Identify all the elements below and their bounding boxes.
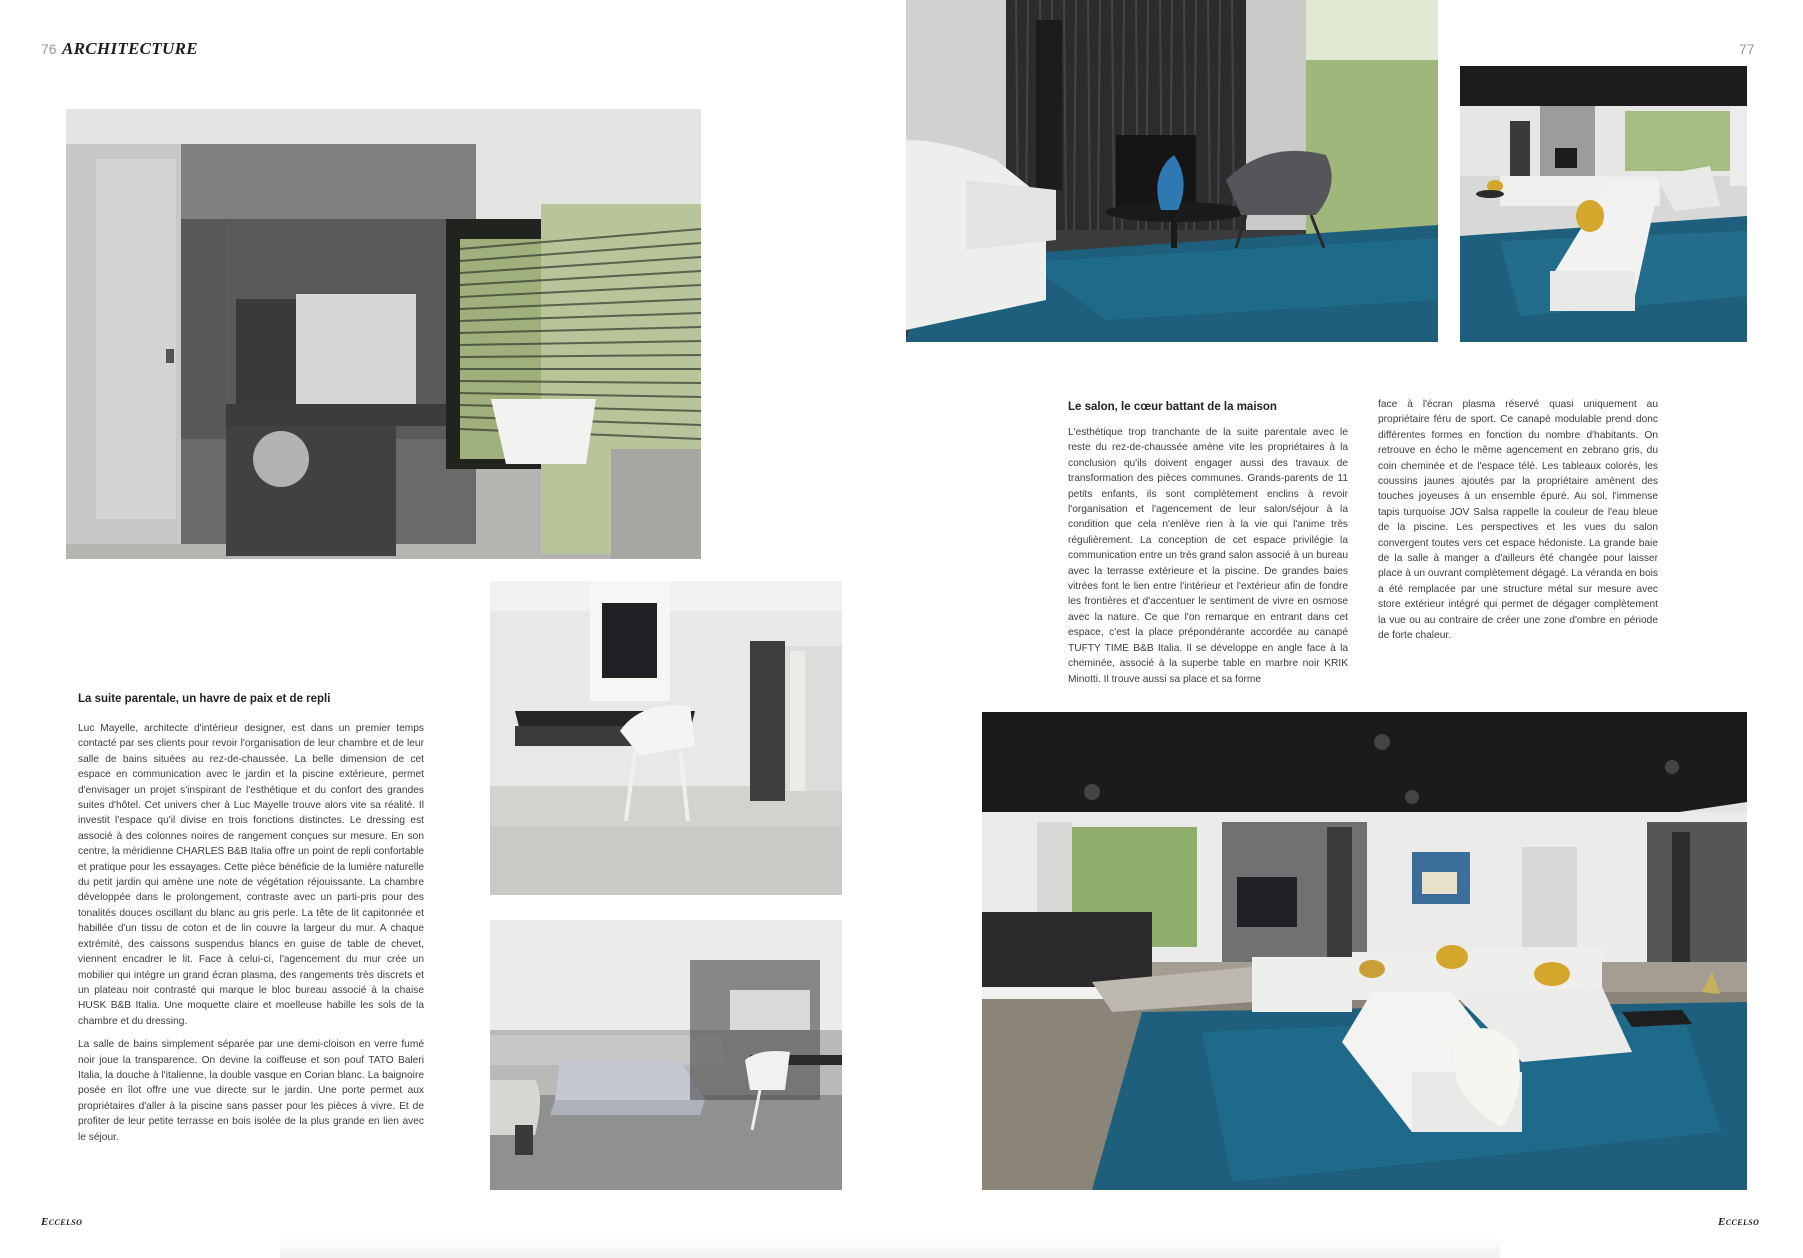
photo-living-room	[1460, 66, 1747, 342]
article-left-body	[78, 721, 424, 1145]
article-left-heading: La suite parentale, un havre de paix et de repli	[78, 693, 331, 705]
page-bottom-shadow	[280, 1236, 1500, 1258]
left-footer-brand: Eccelso	[41, 1216, 83, 1228]
right-page-number: 77	[1739, 41, 1755, 57]
section-title: ARCHITECTURE	[62, 39, 198, 58]
article-right-heading: Le salon, le cœur battant de la maison	[1068, 401, 1277, 413]
left-page-number: 76	[41, 41, 57, 57]
article-left-paragraph-1: Luc Mayelle, architecte d'intérieur designer, est dans un premier temps contacté par ses clients pour revoir l'organisation de leur chambre et de leur salle de bains situées au rez-de-chaussée. La belle dimension de cet espace en communication avec le jardin et la piscine extérieure, permet d'envisager un projet s'inspirant de l'esthétique et du confort des grandes suites d'hôtel. Cet univers cher à Luc Mayelle trouve alors vite sa réalité. Il investit l'espace qu'il divise en trois fonctions distinctes. Le dressing est associé à des colonnes noires de rangement conçues sur mesure. En son centre, la méridienne CHARLES B&B Italia offre un point de repli confortable et pratique pour les essayages. Cette pièce bénéficie de la lumière naturelle du petit jardin qui amène une note de végétation réjouissante. La chambre développée dans le prolongement, contraste avec un parti-pris pour des tonalités douces oscillant du blanc au gris perle. La tête de lit capitonnée et habillée d'un tissu de coton et de lin couvre la largeur du mur. A chaque extrémité, des caissons suspendus blancs en guise de table de chevet, viennent encadrer le lit. Face à celui-ci, l'agencement du mur crée un mobilier qui intègre un grand écran plasma, des rangements très discrets et un plateau noir contrasté qui marque le bloc bureau associé à la chaise HUSK B&B Italia. Une moquette claire et moelleuse habille les sols de la chambre et du dressing.	[78, 723, 424, 1027]
photo-bathroom-suite	[66, 109, 701, 559]
photo-fireplace-lounge	[906, 0, 1438, 342]
photo-desk-tv-wall	[490, 581, 842, 895]
photo-lounge-wide	[982, 712, 1747, 1190]
right-footer-brand: Eccelso	[1718, 1216, 1760, 1228]
photo-bedroom	[490, 920, 842, 1190]
article-left-paragraph-2: La salle de bains simplement séparée par une demi-cloison en verre fumé noir joue la transparence. On devine la coiffeuse et son pouf TATO Baleri Italia, la douche à l'italienne, la double vasque en Corian blanc. La baignoire posée en îlot offre une vue directe sur le jardin. Une porte permet aux propriétaires d'aller à la piscine sans passer pour les pièces à vivre. Et de profiter de leur petite terrasse en bois isolée de la plus grande en lien avec le séjour.	[78, 1039, 424, 1143]
article-right-column-1: L'esthétique trop tranchante de la suite parentale avec le reste du rez-de-chaussée amène vite les propriétaires à la conclusion qu'ils doivent engager aussi des travaux de transformation des pièces communes. Grands-parents de 11 petits enfants, ils sont complètement enclins à revoir l'organisation et l'agencement de leur salon/séjour à la condition que cela n'enlève rien à la vie qui l'anime très régulièrement. La conception de cet espace privilégie la communication entre un très grand salon associé à un bureau avec la terrasse extérieure et la piscine. De grandes baies vitrées font le lien entre l'intérieur et l'extérieur afin de fondre les frontières et d'accentuer le sentiment de vivre en osmose avec la nature. Ce que l'on remarque en entrant dans cet espace, c'est la place prépondérante accordée au canapé TUFTY TIME B&B Italia. Il se développe en angle face à la cheminée, associé à la superbe table en marbre noir KRIK Minotti. Il trouve aussi sa place et sa forme	[1068, 427, 1348, 685]
article-right-column-2: face à l'écran plasma réservé quasi uniquement au propriétaire féru de sport. Ce canapé modulable prend donc différentes formes en fonction du nombre d'habitants. On retrouve en écho le même agencement en zebrano gris, du coin cheminée et de l'espace télé. Les tableaux colorés, les coussins jaunes ajoutés par la propriétaire amènent des touches joyeuses à un ensemble épuré. Au sol, l'immense tapis turquoise JOV Salsa rappelle la couleur de l'eau bleue de la piscine. Les perspectives et les vues du salon convergent toutes vers cet espace hédoniste. La grande baie de la salle à manger a d'ailleurs été changée pour laisser place à un ouvrant complètement dégagé. La véranda en bois a été remplacée par une structure métal sur mesure avec store extérieur intégré qui permet de dégager complètement la vue ou au contraire de créer une zone d'ombre en période de forte chaleur.	[1378, 399, 1658, 642]
